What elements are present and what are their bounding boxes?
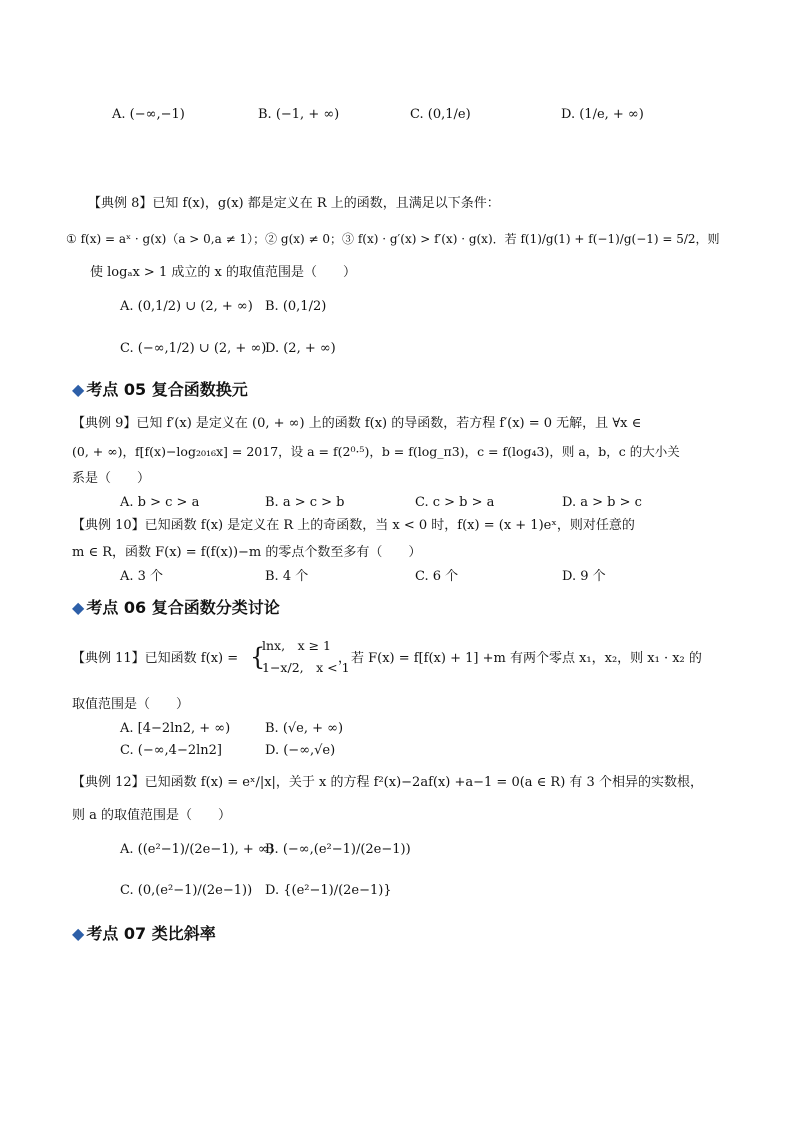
example-9-stem: 【典例 9】已知 f′(x) 是定义在 (0, + ∞) 上的函数 f(x) 的导函数，若方程 f′(x) = 0 无解，且 ∀x ∈: [72, 416, 642, 431]
example-10-question: m ∈ R，函数 F(x) = f(f(x))−m 的零点个数至多有（ ）: [72, 545, 422, 560]
option-b: B. (0,1/2): [265, 299, 327, 314]
option-b: B. a > c > b: [265, 495, 345, 510]
option-c: C. 6 个: [415, 569, 459, 584]
option-d: D. (1/e, + ∞): [561, 107, 644, 122]
option-c: C. (0,1/e): [410, 107, 471, 122]
section-title: 考点 05 复合函数换元: [86, 380, 248, 399]
example-11-suffix: ，若 F(x) = f[f(x) + 1] +m 有两个零点 x₁，x₂，则 x₁ · x₂ 的: [338, 651, 702, 666]
option-d: D. (−∞,√e): [265, 743, 336, 758]
option-d: D. (2, + ∞): [265, 341, 336, 356]
example-12-question: 则 a 的取值范围是（ ）: [72, 808, 232, 823]
example-9-stem-cont: (0, + ∞)，f[f(x)−log₂₀₁₆x] = 2017，设 a = f(2⁰·⁵)，b = f(log_π3)，c = f(log₄3)，则 a，b，c 的大小关: [72, 444, 680, 459]
piecewise-brace: {: [250, 643, 266, 671]
piecewise-case-1: lnx, x ≥ 1: [262, 638, 331, 653]
example-8-question: 使 logₐx > 1 成立的 x 的取值范围是（ ）: [90, 265, 356, 280]
option-a: A. 3 个: [120, 569, 164, 584]
option-b: B. (√e, + ∞): [265, 721, 344, 736]
option-d: D. a > b > c: [562, 495, 642, 510]
section-title: 考点 06 复合函数分类讨论: [86, 598, 280, 617]
diamond-icon: ◆: [72, 598, 85, 617]
option-d: D. 9 个: [562, 569, 606, 584]
piecewise-case-2: 1−x/2, x < 1: [262, 660, 350, 675]
option-c: C. c > b > a: [415, 495, 495, 510]
option-a: A. ((e²−1)/(2e−1), + ∞): [120, 842, 274, 857]
option-b: B. (−1, + ∞): [258, 107, 340, 122]
option-c: C. (0,(e²−1)/(2e−1)): [120, 883, 253, 898]
option-a: A. b > c > a: [120, 495, 200, 510]
example-11-prefix: 【典例 11】已知函数 f(x) =: [72, 651, 239, 666]
option-d: D. {(e²−1)/(2e−1)}: [265, 883, 392, 898]
example-11-question: 取值范围是（ ）: [72, 697, 190, 712]
section-heading-06: [72, 596, 280, 620]
example-8-conditions: ① f(x) = aˣ · g(x)（a > 0,a ≠ 1）；② g(x) ≠ 0；③ f(x) · g′(x) > f′(x) · g(x)．若 f(1)/g(1) + f(−1)/g(−1) = 5/2，则: [66, 232, 720, 246]
section-title: 考点 07 类比斜率: [86, 924, 216, 943]
option-c: C. (−∞,4−2ln2]: [120, 743, 222, 758]
option-a: A. (0,1/2) ∪ (2, + ∞): [120, 299, 253, 314]
option-b: B. 4 个: [265, 569, 309, 584]
diamond-icon: ◆: [72, 924, 85, 943]
example-10-stem: 【典例 10】已知函数 f(x) 是定义在 R 上的奇函数，当 x < 0 时，f(x) = (x + 1)eˣ，则对任意的: [72, 518, 635, 533]
option-c: C. (−∞,1/2) ∪ (2, + ∞): [120, 341, 267, 356]
example-8-stem: 【典例 8】已知 f(x)，g(x) 都是定义在 R 上的函数，且满足以下条件：: [88, 196, 500, 211]
example-12-stem: 【典例 12】已知函数 f(x) = eˣ/|x|，关于 x 的方程 f²(x)−2af(x) +a−1 = 0(a ∈ R) 有 3 个相异的实数根，: [72, 775, 703, 790]
section-heading-07: [72, 922, 216, 946]
option-a: A. (−∞,−1): [112, 107, 185, 122]
option-b: B. (−∞,(e²−1)/(2e−1)): [265, 842, 411, 857]
option-a: A. [4−2ln2, + ∞): [120, 721, 231, 736]
section-heading-05: [72, 378, 248, 402]
example-9-question: 系是（ ）: [72, 471, 151, 486]
diamond-icon: ◆: [72, 380, 85, 399]
